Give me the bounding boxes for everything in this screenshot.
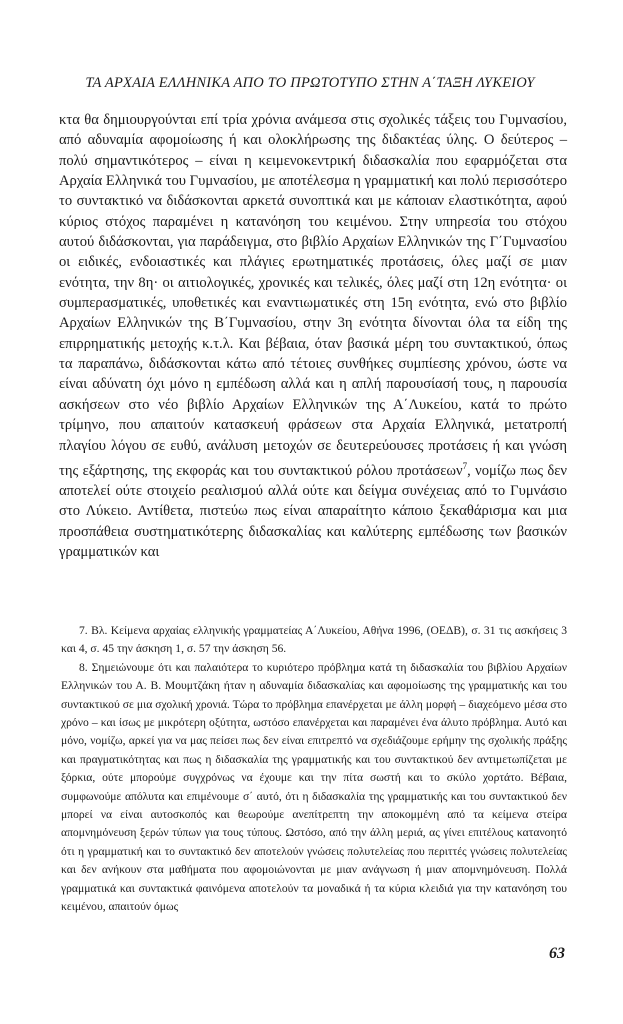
- page-number: 63: [549, 945, 565, 962]
- footnote-7: 7. Βλ. Κείμενα αρχαίας ελληνικής γραμματείας Α΄Λυκείου, Αθήνα 1996, (ΟΕΔΒ), σ. 31 τις ασκήσεις 3 και 4, σ. 45 την άσκηση 1, σ. 57 την άσκηση 56.: [61, 624, 567, 656]
- footnote-8: 8. Σημειώνουμε ότι και παλαιότερα το κυριότερο πρόβλημα κατά τη διδασκαλία του βιβλίου Αρχαίων Ελληνικών του Α. Β. Μουμτζάκη ήταν η αδυναμία διδασκαλίας και αφομοίωσης της γραμματικής και του συντακτικού σε μια σχολική χρονιά. Τώρα το πρόβλημα επανέρχεται με άλλη μορφή – διαχεόμενο μέσα στο χρόνο – και ίσως με μικρότερη οξύτητα, ωστόσο επανέρχεται και παραμένει ένα άλυτο πρόβλημα. Αυτό και μόνο, νομίζω, αρκεί για να μας πείσει πως δεν είναι επιτρεπτό να σχεδιάζουμε ερήμην της σχολικής πράξης και πραγματικότητας και πως η διδασκαλία της γραμματικής και του συντακτικού δεν αντιμετωπίζεται με ξόρκια, ούτε μπορούμε συγχρόνως να έχουμε και την πίτα σωστή και το σκύλο χορτάτο. Βέβαια, συμφωνούμε απόλυτα και επιμένουμε σ΄ αυτό, ότι η διδασκαλία της γραμματικής και του συντακτικού δεν μπορεί να είναι αυτοσκοπός και θεωρούμε ανεπίτρεπτη την αποκομμένη από τα κείμενα στείρα απομνημόνευση ξερών τύπων για τους τύπους. Ωστόσο, από την άλλη μεριά, ας γίνει επιτέλους κατανοητό ότι η γραμματική και το συντακτικό δεν αποτελούν γνώσεις πολυτελείας που περιττές γνώσεις πολυτελείας και δεν ανήκουν στα μαθήματα που αφομοιώνονται με μιαν ανάγνωση ή μιαν απομνημόνευση. Πολλά γραμματικά και συντακτικά φαινόμενα αποτελούν τα μοναδικά ή τα κύρια κλειδιά για την κατανόηση του κειμένου, απαιτούν όμως: [61, 660, 567, 914]
- footnote-marker: 7: [462, 460, 468, 471]
- footnotes: [61, 622, 567, 917]
- main-paragraph-end: , νομίζω πως δεν αποτελεί ούτε στοιχείο ρεαλισμού αλλά ούτε και δείγμα συνέχειας από το Γυμνάσιο στο Λύκειο. Αντίθετα, πιστεύω πως είναι απαραίτητο κάποιο ξεκαθάρισμα και μια προσπάθεια συστηματικότερης διδασκαλίας και καλύτερης εμπέδωσης των βασικών γραμματικών και: [59, 462, 567, 561]
- running-header: ΤΑ ΑΡΧΑΙΑ ΕΛΛΗΝΙΚΑ ΑΠΟ ΤΟ ΠΡΩΤΟΤΥΠΟ ΣΤΗΝ Α΄ΤΑΞΗ ΛΥΚΕΙΟΥ: [85, 75, 535, 91]
- main-paragraph: [59, 110, 567, 562]
- main-paragraph-text: κτα θα δημιουργούνται επί τρία χρόνια ανάμεσα στις σχολικές τάξεις του Γυμνασίου, από αδυναμία αφομοίωσης ή και ολοκλήρωσης της διδακτέας ύλης. Ο δεύτερος – πολύ σημαντικότερος – είναι η κειμενοκεντρική διδασκαλία που εφαρμόζεται στα Αρχαία Ελληνικά του Γυμνασίου, με αποτέλεσμα η γραμματική και πολύ περισσότερο το συντακτικό να διδάσκονται αρκετά συνοπτικά και με κάποιαν ελαστικότητα, αφού κύριος στόχος παραμένει η κατανόηση του κειμένου. Στην υπηρεσία του στόχου αυτού διδάσκονται, για παράδειγμα, στο βιβλίο Αρχαίων Ελληνικών της Γ΄Γυμνασίου οι ειδικές, ενδοιαστικές και πλάγιες ερωτηματικές προτάσεις, όλες μαζί σε μιαν ενότητα, την 8η· οι αιτιολογικές, χρονικές και τελικές, όλες μαζί στη 12η ενότητα· οι συμπερασματικές, υποθετικές και εναντιωματικές στη 15η ενότητα, ενώ στο βιβλίο Αρχαίων Ελληνικών της Β΄Γυμνασίου, στην 3η ενότητα δίνονται όλα τα είδη της επιρρηματικής μετοχής κ.τ.λ. Και βέβαια, όταν βασικά μέρη του συντακτικού, όπως τα παραπάνω, διδάσκονται κάτω από τέτοιες συνθήκες συμπίεσης χρόνου, ώστε να είναι αδύνατη όχι μόνο η εμπέδωση αλλά και η απλή παρουσίασή τους, η παρουσία ασκήσεων στο νέο βιβλίο Αρχαίων Ελληνικών της Α΄Λυκείου, κατά το πρώτο τρίμηνο, που απαιτούν κατασκευή φράσεων στα Αρχαία Ελληνικά, μετατροπή πλαγίου λόγου σε ευθύ, ανάλυση μετοχών σε δευτερεύουσες προτάσεις ή και γνώση της εξάρτησης, της εκφοράς και του συντακτικού ρόλου προτάσεων: [59, 112, 567, 479]
